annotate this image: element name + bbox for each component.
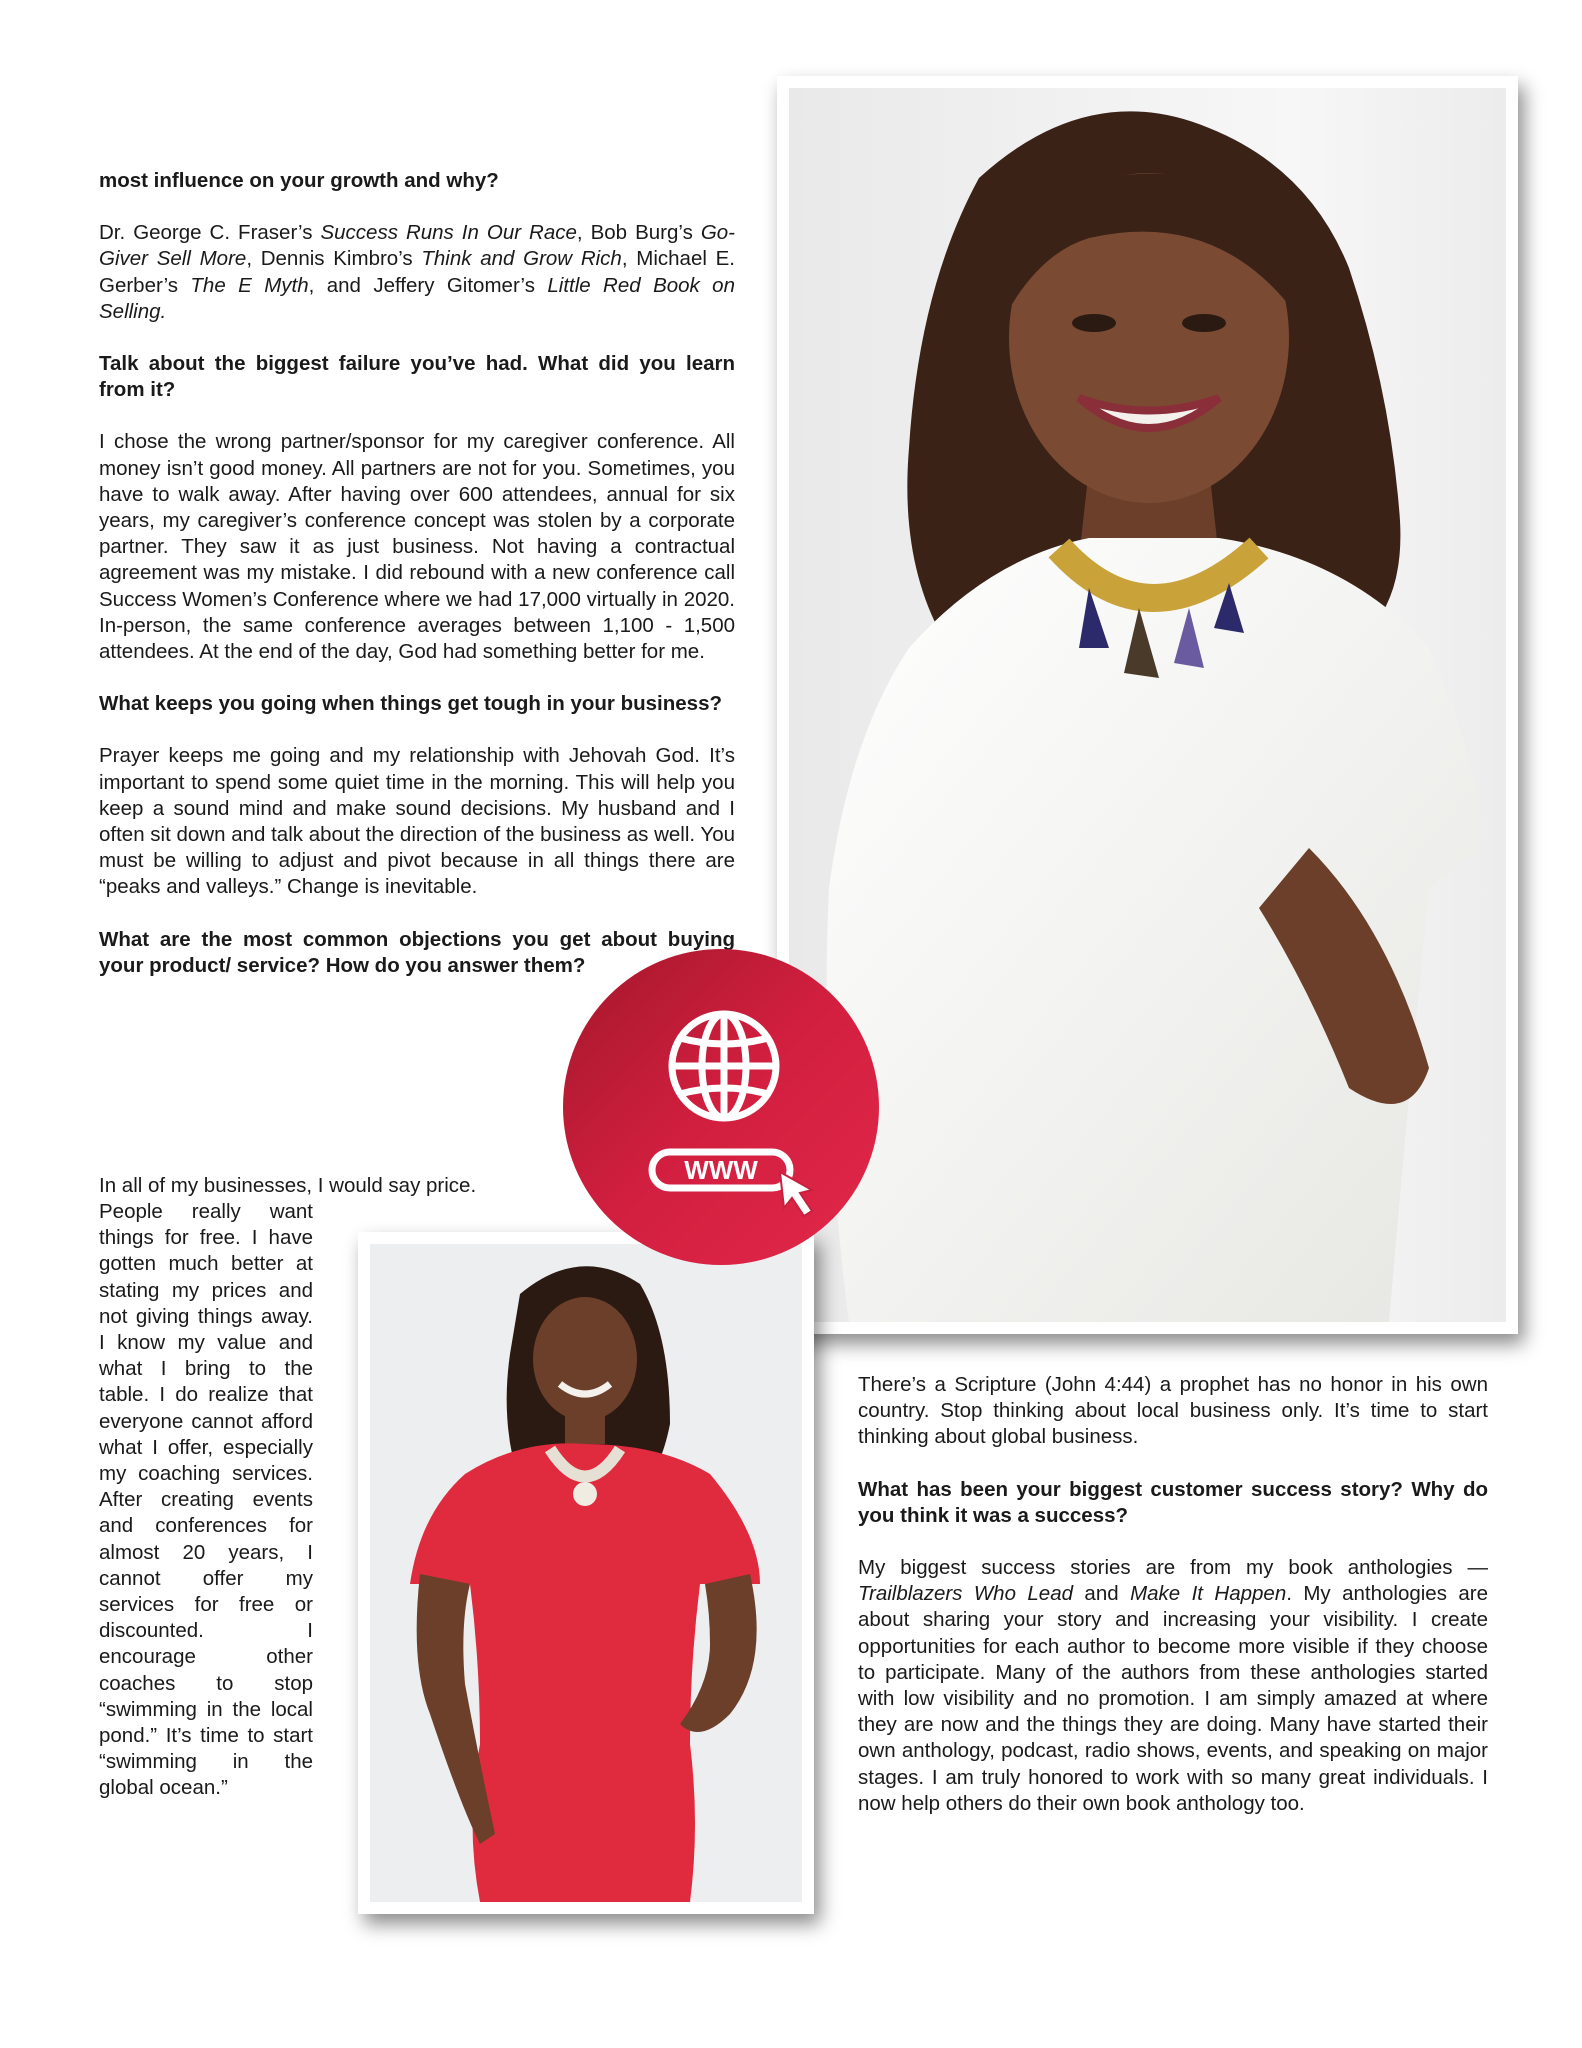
objection-answer-narrow-text	[99, 1199, 313, 1802]
paragraph-text: What has been your biggest customer success story? Why do you think it was a success?	[858, 1477, 1488, 1527]
paragraph-text: , and Jeffery Gitomer’s	[308, 273, 548, 297]
www-label: WWW	[684, 1155, 758, 1185]
paragraph-text: I chose the wrong partner/sponsor for my caregiver conference. All money isn’t good money. All partners are not for you. Sometimes, you have to walk away. After having over 600 attendees, annual for six years, my caregiver’s conference concept was stolen by a corporate partner. They saw it as just business. Not having a contractual agreement was my mistake. I did rebound with a new conference call Success Women’s Conference where we had 17,000 virtually in 2020. In-person, the same conference averages between 1,100 - 1,500 attendees. At the end of the day, God had something better for me.	[99, 430, 735, 664]
paragraph-text: most influence on your growth and why?	[99, 169, 499, 192]
paragraph-text: What keeps you going when things get tough in your business?	[99, 692, 722, 716]
portrait-photo-white-dress	[777, 76, 1518, 1334]
paragraph-text: Talk about the biggest failure you’ve had. What did you learn from it?	[99, 352, 735, 402]
portrait-red-dress-illustration	[370, 1244, 802, 1902]
book-title: The E Myth	[190, 273, 309, 297]
left-text-column	[99, 168, 735, 1005]
book-title: Go-Giver Sell More	[99, 221, 735, 271]
interview-question	[858, 1477, 1488, 1529]
paragraph-text: There’s a Scripture (John 4:44) a prophet has no honor in his own country. Stop thinking about local business only. It’s time to start thinking about global business.	[858, 1373, 1488, 1449]
paragraph-text: . My anthologies are about sharing your story and increasing your visibility. I create opportunities for each author to become more visible if they choose to participate. Many of the authors from these anthologies started with low visibility and no promotion. I am simply amazed at where they are now and the things they are doing. Many have started their own anthology, podcast, radio shows, events, and speaking on major stages. I am truly honored to work with so many great individuals. I now help others do their own book anthology too.	[858, 1582, 1488, 1815]
interview-question	[99, 691, 735, 717]
interview-question	[99, 351, 735, 403]
interview-answer	[858, 1555, 1488, 1817]
interview-answer	[99, 743, 735, 900]
portrait-photo-red-dress	[358, 1232, 814, 1914]
paragraph-text: , Bob Burg’s	[576, 221, 701, 245]
paragraph-text: What are the most common objections you get about buying your product/ service? How do you answer them?	[99, 927, 735, 977]
interview-answer	[99, 429, 735, 665]
paragraph-text: and	[1073, 1582, 1131, 1606]
paragraph-text: Dr. George C. Fraser’s	[99, 221, 321, 245]
paragraph-text: Prayer keeps me going and my relationship with Jehovah God. It’s important to spend some quiet time in the morning. This will help you keep a sound mind and make sound decisions. My husband and I often sit down and talk about the direction of the business as well. You must be willing to adjust and pivot because in all things there are “peaks and valleys.” Change is inevitable.	[99, 744, 735, 899]
interview-answer	[858, 1372, 1488, 1451]
book-title: Little Red Book on Selling.	[99, 273, 735, 323]
paragraph-text: , Michael E. Gerber’s	[99, 247, 735, 297]
portrait-white-dress-illustration	[789, 88, 1506, 1322]
book-title: Make It Happen	[1130, 1582, 1287, 1606]
globe-icon	[672, 1014, 776, 1118]
right-text-column	[858, 1372, 1488, 1843]
objection-answer-text: In all of my businesses, I would say price.	[99, 1174, 477, 1197]
interview-answer	[99, 220, 735, 325]
book-title: Success Runs In Our Race	[320, 221, 577, 245]
book-title: Trailblazers Who Lead	[858, 1582, 1074, 1606]
objection-answer-continued: People really want things for free. I have gotten much better at stating my prices and not giving things away. I know my value and what I bring to the table. I do realize that everyone cannot afford what I offer, especially my coaching services. After creating events and conferences for almost 20 years, I cannot offer my services for free or discounted. I encourage other coaches to stop “swimming in the local pond.” It’s time to start “swimming in the global ocean.”	[99, 1200, 313, 1800]
paragraph-text: My biggest success stories are from my book anthologies —	[858, 1556, 1488, 1580]
paragraph-text: , Dennis Kimbro’s	[246, 247, 422, 271]
website-badge	[560, 946, 882, 1268]
objection-answer-first-line	[99, 1173, 539, 1199]
book-title: Think and Grow Rich	[421, 247, 622, 271]
interview-question	[99, 168, 735, 194]
